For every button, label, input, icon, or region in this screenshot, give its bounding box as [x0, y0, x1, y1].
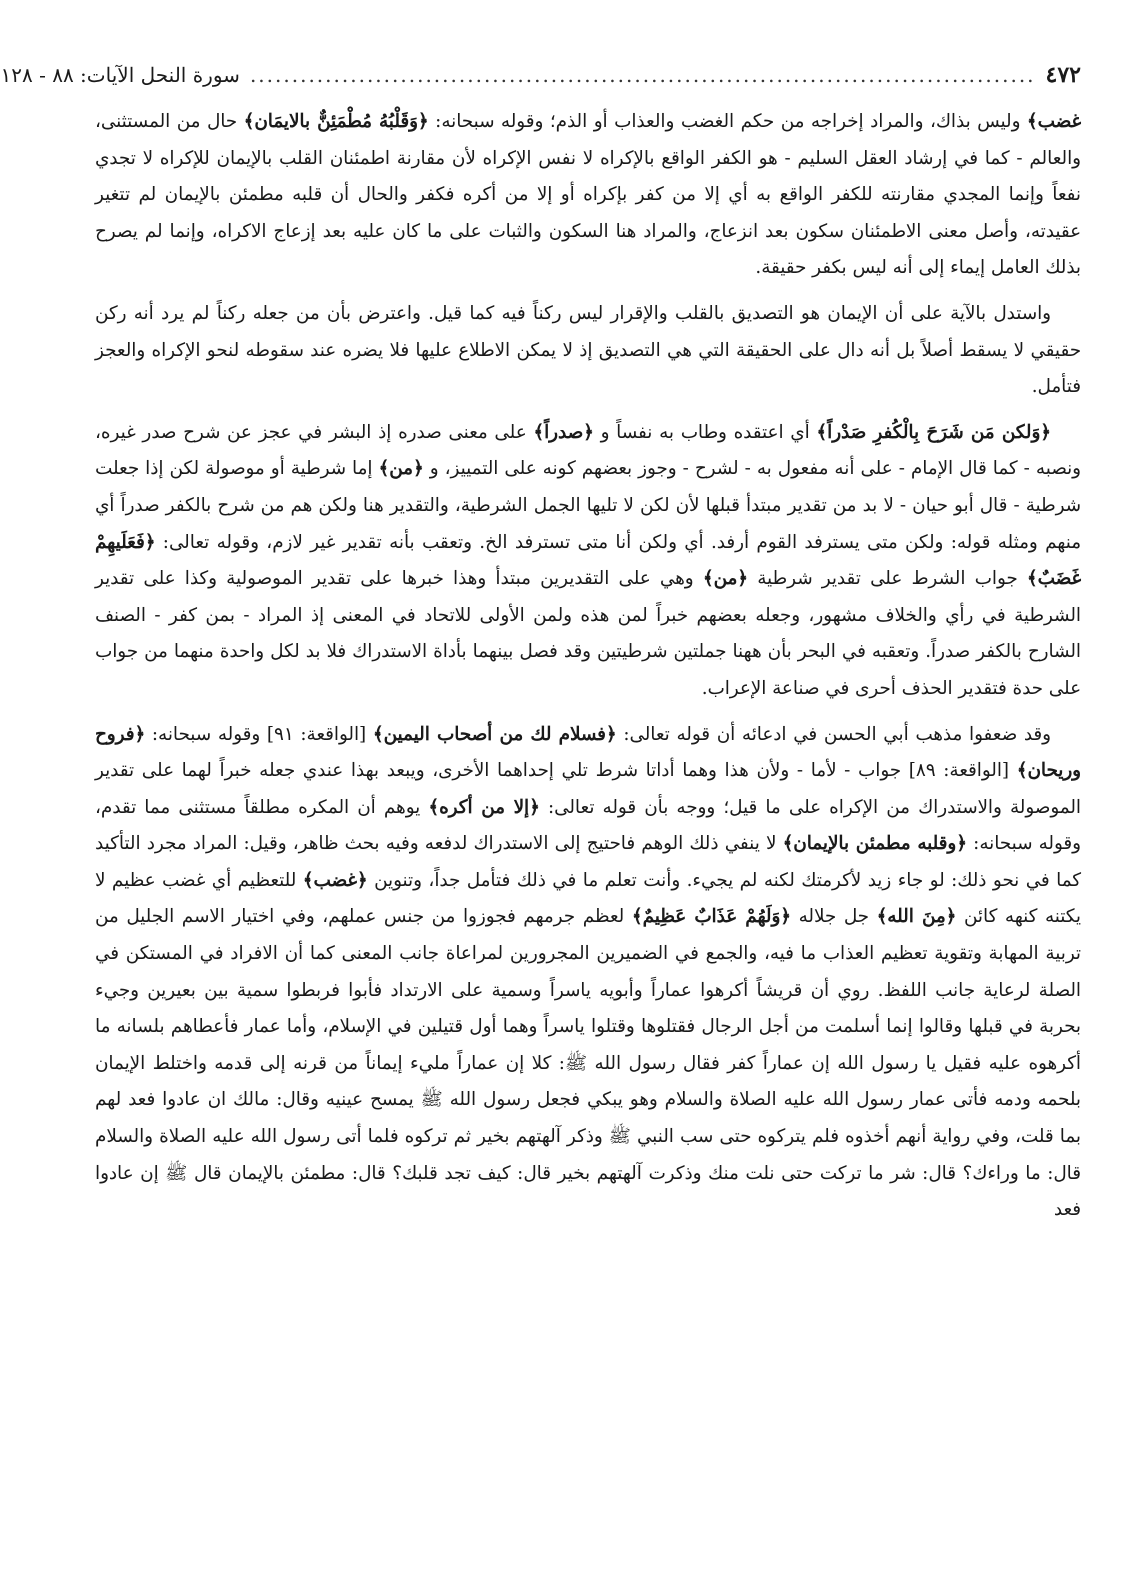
- quran-quote: ﴿وَلكن مَن شَرَحَ بِالْكُفرِ صَدْراً﴾: [816, 421, 1052, 443]
- commentary-text: [الواقعة: ٨٩] جواب - لأما - ولأن هذا وهما أداتا شرط تلي إحداهما الأخرى، ويبعد بهذا عندي جعله خبراً لهما على تقدير الموصولة والاستدراك من الإكراه على ما قيل؛ ووجه بأن قوله تعالى:: [95, 760, 1081, 818]
- commentary-text: جواب الشرط على تقدير شرطية: [748, 568, 1027, 590]
- page-number: ٤٧٢: [1045, 62, 1081, 88]
- quran-quote: ﴿وقلبه مطمئن بالإيمان﴾: [782, 833, 967, 855]
- quran-quote: ﴿فروح وريحان﴾: [95, 723, 1081, 782]
- commentary-text: إما شرطية أو موصولة لكن إذا جعلت شرطية - قال أبو حيان - لا بد من تقدير مبتدأ قبلها لأن لكن لا تليها الجمل الشرطية، والتقدير هنا ولكن هم من شرح بالكفر صدراً أي منهم ومثله قوله: ولكن متى يسترفد القوم أرفد. أي ولكن أنا متى تسترفد الخ. وتعقب بأنه تقدير غير لازم، وقوله تعالى:: [95, 458, 1081, 553]
- quran-quote: ﴿من﴾: [702, 568, 749, 590]
- commentary-text: واستدل بالآية على أن الإيمان هو التصديق بالقلب والإقرار ليس ركناً فيه كما قيل. واعترض بأن من جعله ركناً لم يرد أنه ركن حقيقي لا يسقط أصلاً بل أنه دال على الحقيقة التي هي التصديق إذ لا يمكن الاطلاع عليها فلا يضره عند سقوطه لنحو الإكراه والعجز فتأمل.: [95, 302, 1081, 398]
- quran-quote: ﴿وَلَهُمْ عَذَابٌ عَظِيمٌ﴾: [631, 906, 791, 928]
- quran-quote: ﴿مِنَ الله﴾: [876, 906, 957, 928]
- quran-quote: ﴿إلا من أكره﴾: [428, 796, 540, 818]
- body-text: [95, 104, 1081, 1229]
- paragraph: [95, 104, 1081, 287]
- quran-quote: ﴿فَعَلَيهِمْ غَضَبٌ﴾: [95, 531, 1081, 590]
- commentary-text: جل جلاله: [791, 906, 877, 928]
- book-page: [0, 58, 1081, 1548]
- commentary-text: لعظم جرمهم فجوزوا من جنس عملهم، وفي اختيار الاسم الجليل من تربية المهابة وتقوية تعظيم العذاب ما فيه، والجمع في الضميرين المجرورين لمراعاة جانب المعنى كما أن الافراد في المستكن في الصلة لرعاية جانب اللفظ. روي أن قريشاً أكرهوا عماراً وأبويه ياسراً وسمية على الارتداد فأبوا فربطوا سمية بين بعيرين وجيء بحربة في قبلها وقالوا إنما أسلمت من أجل الرجال فقتلوها وقتلوا ياسراً وهما أول قتيلين في الإسلام، وأما عمار فأعطاهم بلسانه ما أكرهوه عليه فقيل يا رسول الله إن عماراً كفر فقال رسول الله ﷺ: كلا إن عماراً مليء إيماناً من قرنه إلى قدمه واختلط الإيمان بلحمه ودمه فأتى عمار رسول الله عليه الصلاة والسلام وهو يبكي فجعل رسول الله ﷺ يمسح عينيه وقال: مالك ان عادوا فعد لهم بما قلت، وفي رواية أنهم أخذوه فلم يتركوه حتى سب النبي ﷺ وذكر آلهتهم بخير ثم تركوه فلما أتى رسول الله عليه الصلاة والسلام قال: ما وراءك؟ قال: شر ما تركت حتى نلت منك وذكرت آلهتهم بخير قال: كيف تجد قلبك؟ قال: مطمئن بالإيمان قال ﷺ إن عادوا فعد: [95, 906, 1081, 1221]
- quran-quote: ﴿وَقَلْبُهُ مُطْمَئِنٌّ بالايمَان﴾: [243, 111, 429, 132]
- paragraph: [95, 296, 1081, 406]
- commentary-text: [الواقعة: ٩١] وقوله سبحانه:: [145, 723, 373, 745]
- commentary-text: وهي على التقديرين مبتدأ وهذا خبرها على تقدير الموصولية وكذا على تقدير الشرطية في رأي والخلاف مشهور، وجعله بعضهم خبراً لمن هذه ولمن الأولى للاتحاد في المعنى إذ المراد - بمن كفر - الصنف الشارح بالكفر صدراً. وتعقبه في البحر بأن ههنا جملتين شرطيتين وقد فصل بينهما بأداة الاستدراك فلا بد لكل واحدة منهما من جواب على حدة فتقدير الحذف أحرى في صناعة الإعراب.: [95, 568, 1081, 699]
- paragraph: [95, 717, 1081, 1229]
- running-header: [0, 58, 1081, 92]
- commentary-text: وليس بذاك، والمراد إخراجه من حكم الغضب والعذاب أو الذم؛ وقوله سبحانه:: [428, 111, 1027, 132]
- commentary-text: على معنى صدره إذ البشر في عجز عن شرح صدر غيره، ونصبه - كما قال الإمام - على أنه مفعول به - لشرح - وجوز بعضهم كونه على التمييز، و: [95, 421, 1081, 480]
- header-dotted-leader: ..............................................................................................: [249, 63, 1036, 87]
- commentary-text: لا ينفي ذلك الوهم فاحتيج إلى الاستدراك لدفعه وفيه بحث ظاهر، وقيل: المراد مجرد التأكيد كما في نحو ذلك: لو جاء زيد لأكرمتك لكنه لم يجيء. وأنت تعلم ما في ذلك فتأمل جداً، وتنوين: [95, 833, 1081, 891]
- quran-quote: غضب﴾: [1026, 111, 1081, 132]
- commentary-text: للتعظيم أي غضب عظيم لا يكتنه كنهه كائن: [95, 869, 1081, 928]
- commentary-text: أي اعتقده وطاب به نفساً و: [593, 421, 817, 443]
- commentary-text: حال من المستثنى، والعالم - كما في إرشاد العقل السليم - هو الكفر الواقع بالإكراه لا نفس الإكراه لأن مقارنة اطمئنان القلب بالإيمان للإكراه لا تجدي نفعاً وإنما المجدي مقارنته للكفر الواقع به أي إلا من كفر بإكراه أو إلا من أكره فكفر والحال أن قلبه مطمئن بالإيمان لم تتغير عقيدته، وأصل معنى الاطمئنان سكون بعد انزعاج، والمراد هنا السكون والثبات على ما كان عليه بعد إزعاج الاكراه، وإنما لم يصرح بذلك العامل إيماء إلى أنه ليس بكفر حقيقة.: [95, 111, 1081, 279]
- quran-quote: ﴿صدراً﴾: [533, 421, 594, 443]
- paragraph: [95, 415, 1081, 708]
- commentary-text: وقد ضعفوا مذهب أبي الحسن في ادعائه أن قوله تعالى:: [616, 723, 1051, 745]
- quran-quote: ﴿غضب﴾: [302, 869, 368, 891]
- quran-quote: ﴿فسلام لك من أصحاب اليمين﴾: [372, 723, 617, 745]
- commentary-text: يوهم أن المكره مطلقاً مستثنى مما تقدم، وقوله سبحانه:: [95, 796, 1081, 855]
- surah-title: سورة النحل الآيات: ٨٨ - ١٢٨: [0, 63, 240, 87]
- quran-quote: ﴿من﴾: [378, 458, 424, 480]
